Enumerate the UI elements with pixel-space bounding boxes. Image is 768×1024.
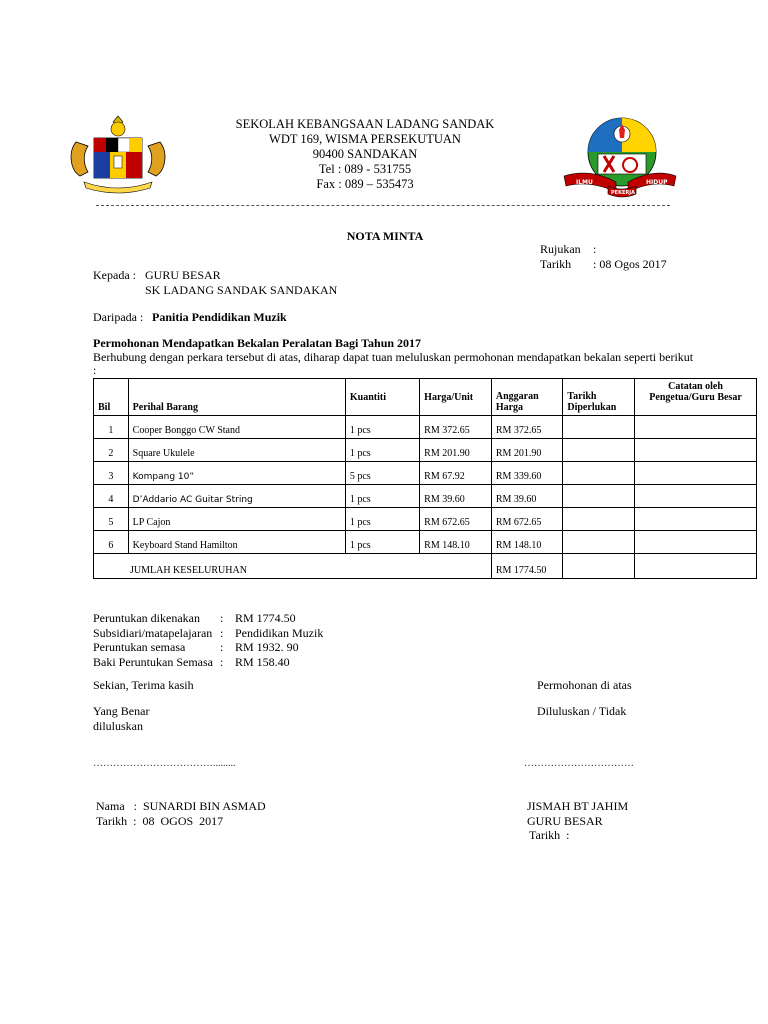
- row-item: Cooper Bonggo CW Stand: [128, 416, 345, 439]
- row-estimate: RM 372.65: [491, 416, 563, 439]
- col-estimate: Anggaran Harga: [491, 379, 563, 416]
- row-date: [563, 439, 635, 462]
- budget-sep: :: [220, 625, 224, 640]
- intro-colon: :: [93, 363, 97, 377]
- budget-row: [93, 611, 296, 626]
- row-date: [563, 485, 635, 508]
- row-estimate: RM 148.10: [491, 531, 563, 554]
- school-tel: Tel : 089 - 531755: [318, 162, 412, 176]
- row-bil: 3: [94, 462, 129, 485]
- row-price: RM 201.90: [420, 439, 492, 462]
- row-bil: 6: [94, 531, 129, 554]
- row-price: RM 148.10: [420, 531, 492, 554]
- row-note: [635, 462, 757, 485]
- total-note: [635, 554, 757, 579]
- table-total-row: [94, 554, 757, 579]
- budget-label: Subsidiari/matapelajaran: [93, 625, 213, 640]
- row-price: RM 67.92: [420, 462, 492, 485]
- request-table: [93, 378, 757, 579]
- row-bil: 4: [94, 485, 129, 508]
- reference-value: :: [593, 242, 597, 256]
- budget-row: [93, 654, 290, 670]
- total-date: [563, 554, 635, 579]
- budget-label: Baki Peruntukan Semasa: [93, 654, 213, 669]
- row-item: Square Ukulele: [128, 439, 345, 462]
- subject-line: Permohonan Mendapatkan Bekalan Peralatan Bagi Tahun 2017: [93, 336, 422, 350]
- table-row: [94, 439, 757, 462]
- row-date: [563, 416, 635, 439]
- budget-value: RM 1932. 90: [235, 640, 299, 654]
- school-address-1: WDT 169, WISMA PERSEKUTUAN: [269, 132, 461, 146]
- date-value: : 08 Ogos 2017: [593, 257, 667, 271]
- row-qty: 1 pcs: [345, 416, 419, 439]
- col-price: Harga/Unit: [420, 379, 492, 416]
- daripada-label: Daripada :: [93, 310, 144, 324]
- signature-line-right: ……………………………: [524, 758, 634, 769]
- budget-row: [93, 640, 299, 655]
- row-date: [563, 508, 635, 531]
- row-estimate: RM 39.60: [491, 485, 563, 508]
- budget-value: Pendidikan Muzik: [235, 625, 324, 640]
- total-label: JUMLAH KESELURUHAN: [94, 554, 492, 579]
- budget-label: Peruntukan dikenakan: [93, 611, 200, 625]
- reference-label: Rujukan: [540, 242, 581, 256]
- intro-text: Berhubung dengan perkara tersebut di atas, diharap dapat tuan meluluskan permohonan mendapatkan bekalan seperti berikut: [93, 350, 694, 364]
- badge-banner-mid: PEKERJA: [611, 190, 635, 196]
- row-estimate: RM 339.60: [491, 462, 563, 485]
- kepada-line-1: GURU BESAR: [145, 268, 221, 282]
- budget-sep: :: [220, 654, 224, 669]
- date-label: Tarikh: [540, 257, 572, 271]
- row-price: RM 672.65: [420, 508, 492, 531]
- signer-date: Tarikh : 08 OGOS 2017: [96, 814, 224, 828]
- row-qty: 1 pcs: [345, 439, 419, 462]
- row-note: [635, 485, 757, 508]
- signer-name: Nama : SUNARDI BIN ASMAD: [96, 799, 266, 813]
- document-title: NOTA MINTA: [346, 229, 424, 243]
- row-bil: 1: [94, 416, 129, 439]
- malaysia-coat-of-arms-logo: [66, 112, 170, 198]
- table-row: [94, 462, 757, 485]
- closing-diluluskan: diluluskan: [93, 719, 143, 733]
- school-address-2: 90400 SANDAKAN: [312, 147, 418, 161]
- table-row: [94, 531, 757, 554]
- kepada-line-2: SK LADANG SANDAK SANDAKAN: [145, 283, 338, 297]
- row-estimate: RM 201.90: [491, 439, 563, 462]
- school-name: SEKOLAH KEBANGSAAN LADANG SANDAK: [235, 117, 495, 131]
- closing-thanks: Sekian, Terima kasih: [93, 678, 194, 692]
- row-note: [635, 439, 757, 462]
- budget-value: RM 1774.50: [235, 611, 296, 625]
- row-qty: 1 pcs: [345, 508, 419, 531]
- total-value: RM 1774.50: [491, 554, 563, 579]
- row-item: D’Addario AC Guitar String: [128, 485, 345, 508]
- row-qty: 1 pcs: [345, 531, 419, 554]
- table-row: [94, 485, 757, 508]
- closing-right-1: Permohonan di atas: [537, 678, 632, 692]
- col-item: Perihal Barang: [128, 379, 345, 416]
- budget-label: Peruntukan semasa: [93, 640, 186, 654]
- kepada-label: Kepada :: [93, 268, 136, 282]
- row-item: Keyboard Stand Hamilton: [128, 531, 345, 554]
- table-row: [94, 416, 757, 439]
- row-date: [563, 462, 635, 485]
- budget-row: [93, 625, 324, 641]
- closing-yang-benar: Yang Benar: [93, 704, 150, 718]
- budget-sep: :: [220, 640, 224, 654]
- badge-banner-right: HIDUP: [646, 179, 668, 186]
- row-item: Kompang 10”: [128, 462, 345, 485]
- row-bil: 5: [94, 508, 129, 531]
- badge-banner-left: ILMU: [576, 179, 593, 186]
- row-price: RM 372.65: [420, 416, 492, 439]
- budget-block: [93, 611, 324, 669]
- budget-sep: :: [220, 611, 224, 625]
- budget-value: RM 158.40: [235, 654, 290, 669]
- signature-line-left: ……………………………….........: [93, 758, 236, 769]
- row-note: [635, 416, 757, 439]
- daripada-value: Panitia Pendidikan Muzik: [152, 310, 287, 324]
- col-note: Catatan oleh Pengetua/Guru Besar: [635, 379, 757, 416]
- closing-right-2: Diluluskan / Tidak: [537, 704, 627, 718]
- row-item: LP Cajon: [128, 508, 345, 531]
- row-qty: 1 pcs: [345, 485, 419, 508]
- approver-title: GURU BESAR: [527, 814, 603, 828]
- approver-name: JISMAH BT JAHIM: [527, 799, 629, 813]
- row-price: RM 39.60: [420, 485, 492, 508]
- table-row: [94, 508, 757, 531]
- row-note: [635, 531, 757, 554]
- school-fax: Fax : 089 – 535473: [316, 177, 414, 191]
- row-note: [635, 508, 757, 531]
- row-qty: 5 pcs: [345, 462, 419, 485]
- col-date: Tarikh Diperlukan: [563, 379, 635, 416]
- header-divider: [96, 205, 670, 206]
- letterhead: [180, 117, 550, 192]
- table-header-row: [94, 379, 757, 416]
- row-bil: 2: [94, 439, 129, 462]
- col-bil: Bil: [94, 379, 129, 416]
- row-date: [563, 531, 635, 554]
- col-qty: Kuantiti: [345, 379, 419, 416]
- approver-date: Tarikh :: [529, 828, 570, 842]
- school-badge-logo: [560, 112, 680, 200]
- row-estimate: RM 672.65: [491, 508, 563, 531]
